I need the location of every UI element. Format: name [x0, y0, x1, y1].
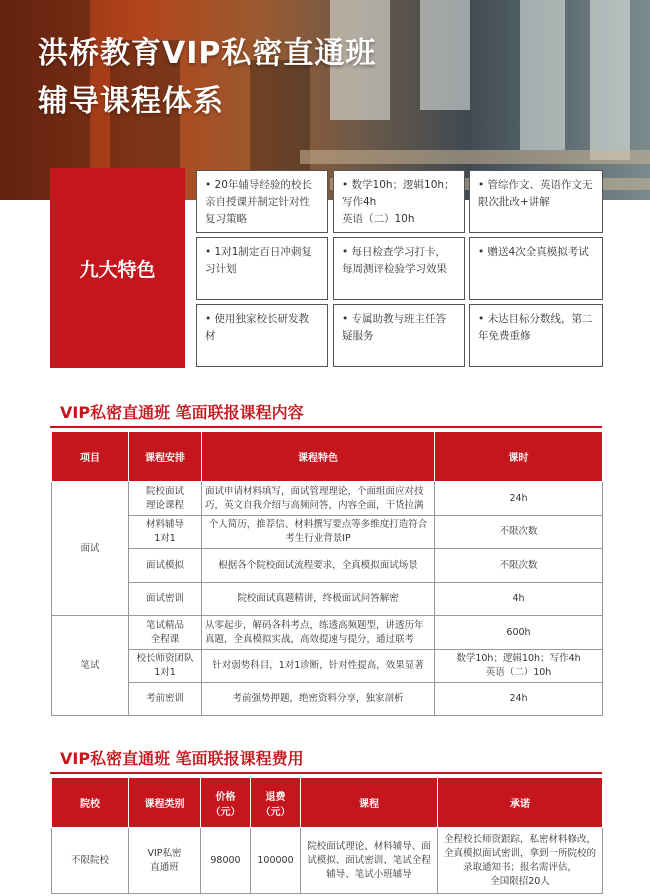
- feature-cell: 考前强势押题，绝密资料分享，独家剖析: [202, 683, 435, 716]
- feature-item: • 赠送4次全真模拟考试: [469, 237, 603, 300]
- col-header-category: 课程类别: [129, 778, 201, 828]
- feature-cell: 院校面试真题精讲，终极面试问答解密: [202, 583, 435, 616]
- feature-cell: 根据各个院校面试流程要求，全真模拟面试场景: [202, 549, 435, 583]
- group-interview: 面试: [52, 482, 129, 616]
- feature-cell: 个人简历，推荐信、材料撰写要点等多维度打造符合考生行业背景IP: [202, 516, 435, 549]
- feature-item: • 每日检查学习打卡，每周测评检验学习效果: [333, 237, 465, 300]
- section1-divider: [50, 426, 602, 428]
- col-header-promise: 承诺: [438, 778, 603, 828]
- table-row: [52, 828, 603, 894]
- feature-cell: 面试申请材料填写，面试管理理论，个面组面应对技巧，英文自我介绍与高频问答，内容全面，干货拉满: [202, 482, 435, 516]
- feature-item: • 使用独家校长研发教材: [196, 304, 328, 367]
- feature-cell: 从零起步，解码各科考点，练透高频题型，讲透历年真题，全真模拟实战，高效提速与提分，通过联考: [202, 616, 435, 650]
- feature-cell: 针对弱势科目，1对1诊断，针对性提高，效果显著: [202, 650, 435, 683]
- col-header-item: 项目: [52, 432, 129, 482]
- col-header-school: 院校: [52, 778, 129, 828]
- hours-cell: 数学10h；逻辑10h；写作4h 英语（二）10h: [435, 650, 603, 683]
- feature-item: • 专属助教与班主任答疑服务: [333, 304, 465, 367]
- feature-item: • 1对1制定百日冲刺复习计划: [196, 237, 328, 300]
- refund-cell: 100000: [251, 828, 301, 894]
- course-cell: 面试模拟: [129, 549, 202, 583]
- section2-divider: [50, 772, 602, 774]
- features-panel: [50, 168, 603, 368]
- feature-item: • 管综作文、英语作文无限次批改+讲解: [469, 170, 603, 233]
- col-header-courses: 课程: [301, 778, 438, 828]
- table-row: [52, 683, 603, 716]
- course-fee-table: [51, 777, 603, 894]
- features-label: 九大特色: [50, 168, 185, 368]
- col-header-hours: 课时: [435, 432, 603, 482]
- table-row: [52, 549, 603, 583]
- table-row: [52, 583, 603, 616]
- table-row: [52, 616, 603, 650]
- section2-title: VIP私密直通班 笔面联报课程费用: [60, 749, 304, 768]
- price-cell: 98000: [201, 828, 251, 894]
- course-content-table: [51, 431, 603, 716]
- feature-item: • 未达目标分数线，第二年免费重修: [469, 304, 603, 367]
- course-cell: 考前密训: [129, 683, 202, 716]
- hours-cell: 24h: [435, 683, 603, 716]
- table-row: [52, 650, 603, 683]
- col-header-course: 课程安排: [129, 432, 202, 482]
- feature-item: • 20年辅导经验的校长亲自授课并制定针对性复习策略: [196, 170, 328, 233]
- hours-cell: 不限次数: [435, 516, 603, 549]
- hero-title-line2: 辅导课程体系: [38, 84, 224, 119]
- course-cell: 院校面试 理论课程: [129, 482, 202, 516]
- course-cell: 材料辅导 1对1: [129, 516, 202, 549]
- col-header-refund: 退费 （元）: [251, 778, 301, 828]
- group-written: 笔试: [52, 616, 129, 716]
- hours-cell: 4h: [435, 583, 603, 616]
- promise-cell: 全程校长师资跟踪，私密材料修改，全真模拟面试密训，拿到一所院校的录取通知书；报名需评估， 全国限招20人: [438, 828, 603, 894]
- hero-title-line1: 洪桥教育VIP私密直通班: [38, 36, 377, 71]
- table-row: [52, 482, 603, 516]
- feature-item: • 数学10h；逻辑10h；写作4h 英语（二）10h: [333, 170, 465, 233]
- table-row: [52, 516, 603, 549]
- col-header-price: 价格 （元）: [201, 778, 251, 828]
- col-header-feature: 课程特色: [202, 432, 435, 482]
- hours-cell: 24h: [435, 482, 603, 516]
- section1-title: VIP私密直通班 笔面联报课程内容: [60, 403, 304, 422]
- courses-cell: 院校面试理论、材料辅导、面试模拟、面试密训、笔试全程辅导、笔试小班辅导: [301, 828, 438, 894]
- school-cell: 不限院校: [52, 828, 129, 894]
- course-cell: 校长师资团队 1对1: [129, 650, 202, 683]
- course-cell: 笔试精品 全程课: [129, 616, 202, 650]
- course-cell: 面试密训: [129, 583, 202, 616]
- hours-cell: 600h: [435, 616, 603, 650]
- hours-cell: 不限次数: [435, 549, 603, 583]
- category-cell: VIP私密 直通班: [129, 828, 201, 894]
